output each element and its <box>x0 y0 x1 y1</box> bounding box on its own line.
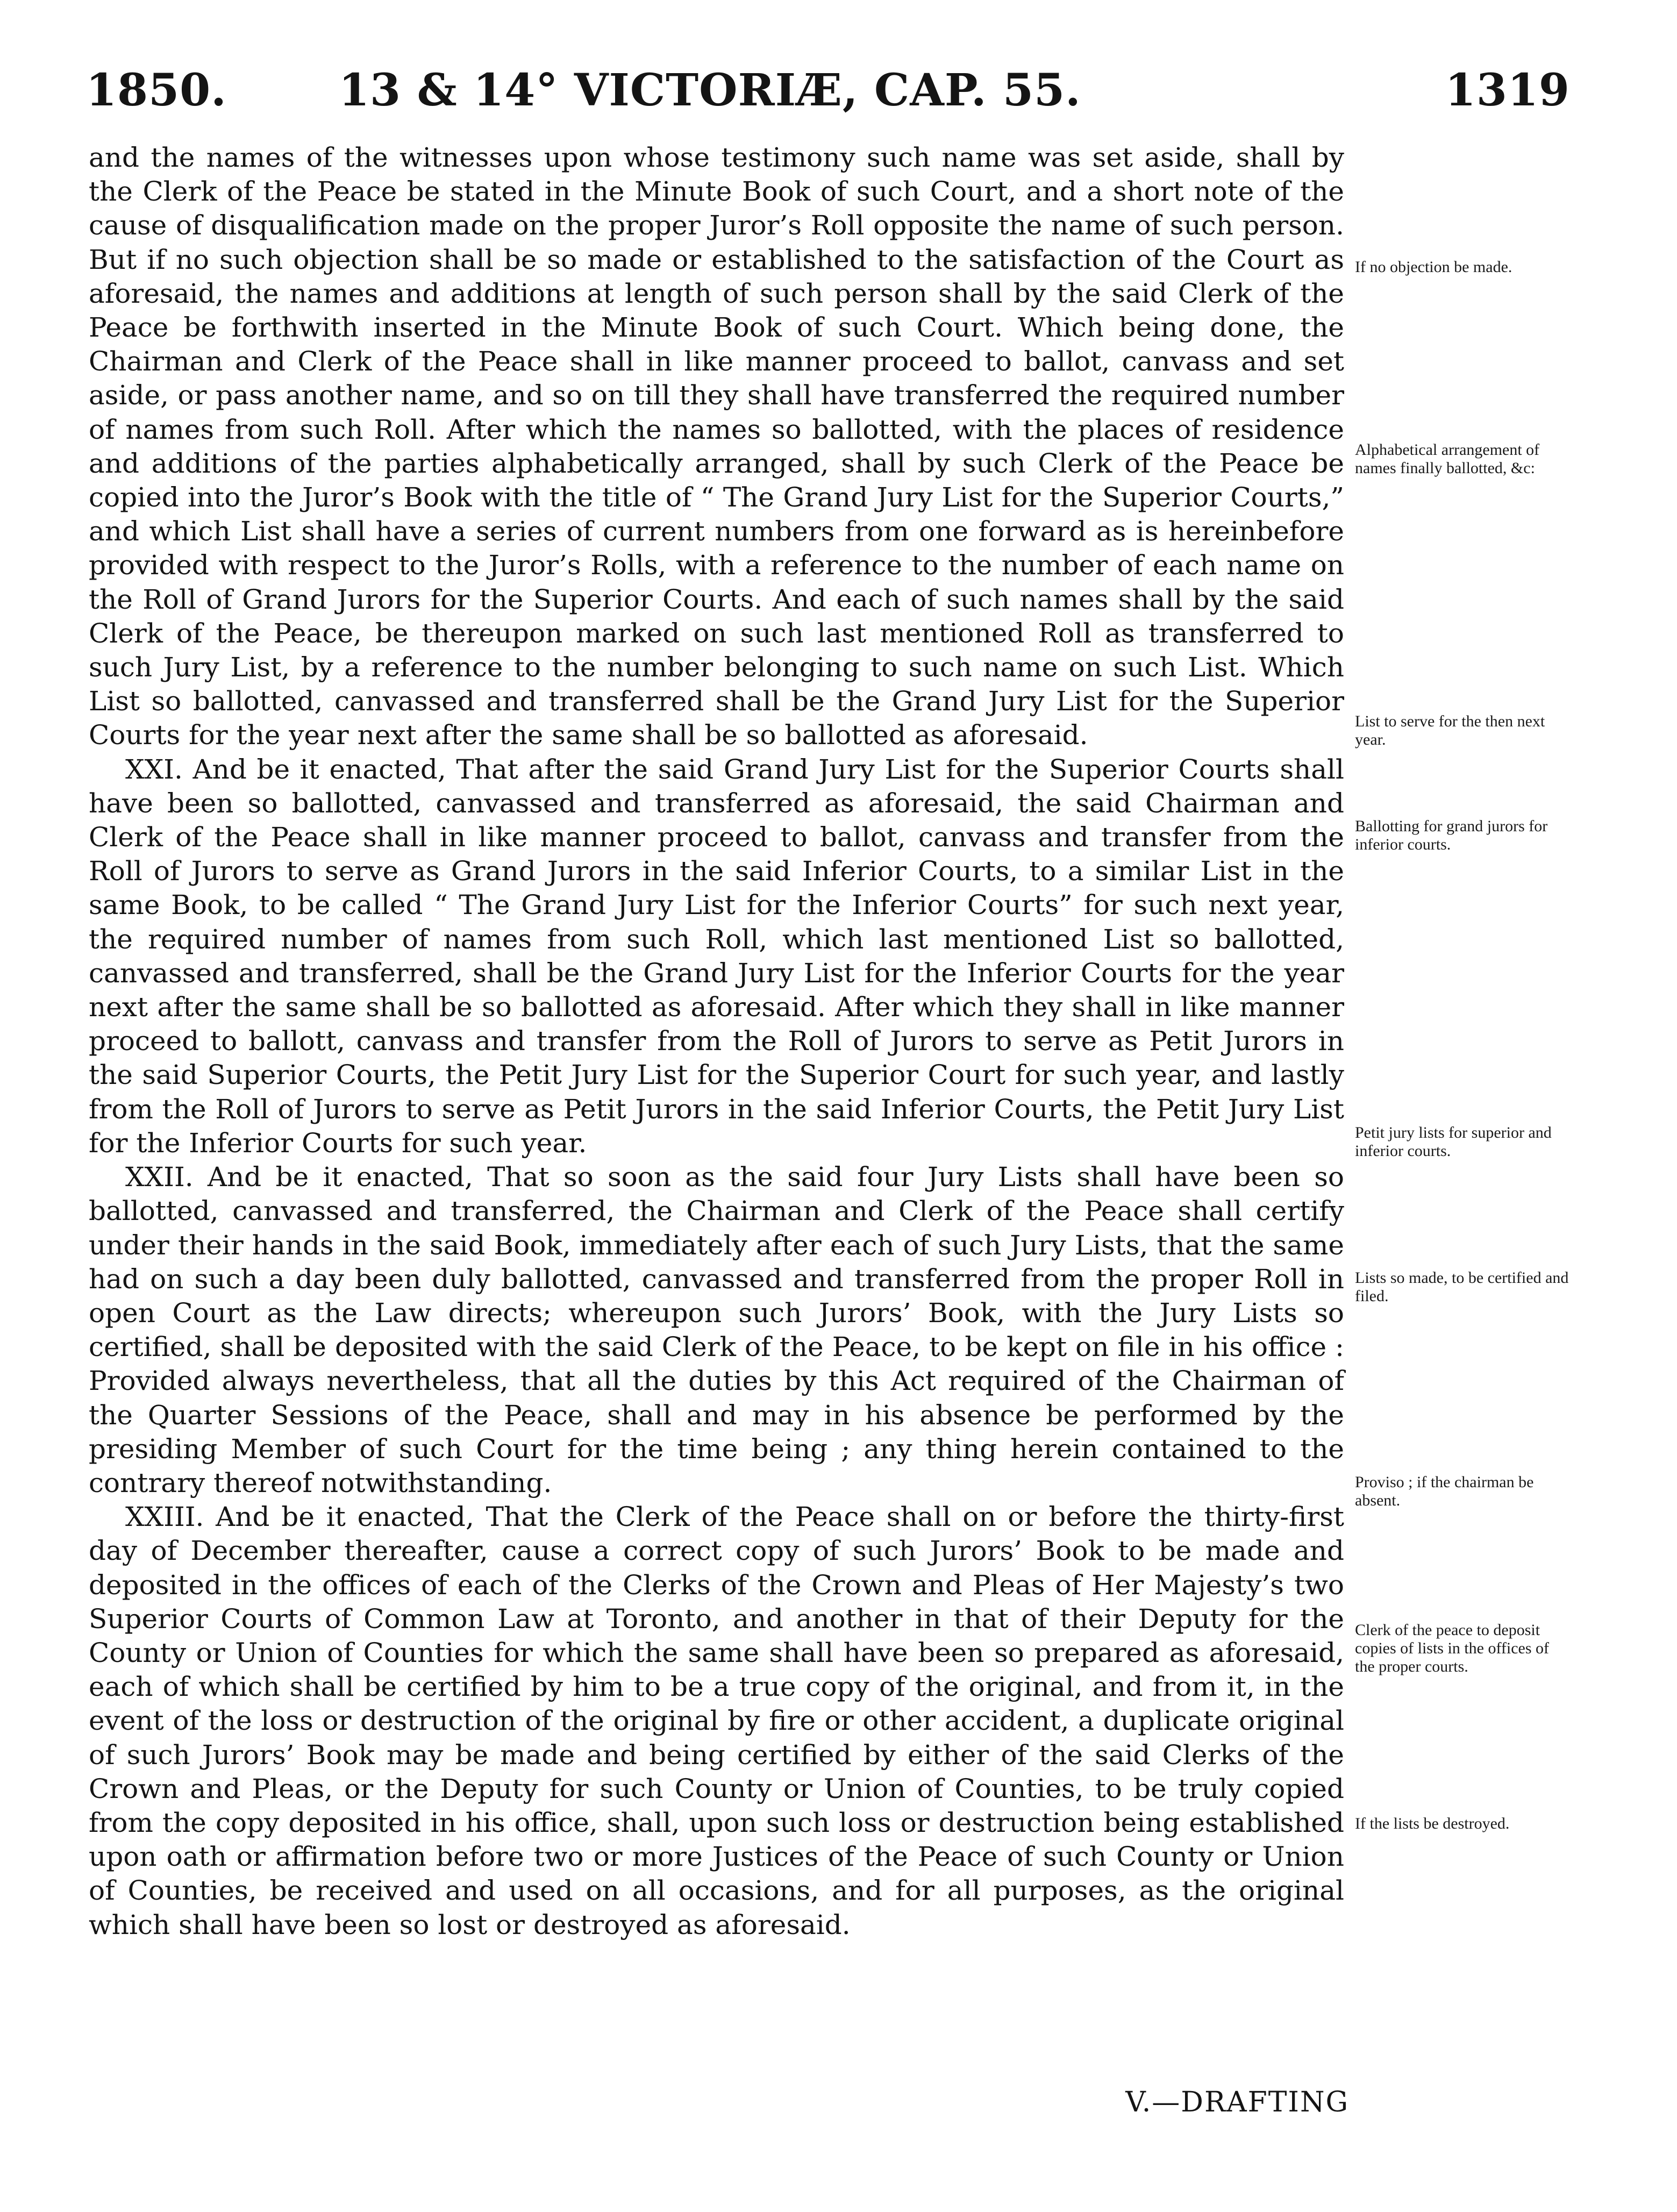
margin-note-certified-filed: Lists so made, to be certified and filed. <box>1355 1269 1569 1305</box>
catchword: V.—DRAFTING <box>1125 2086 1349 2118</box>
margin-note-lists-destroyed: If the lists be destroyed. <box>1355 1815 1510 1832</box>
section-xxi: XXI. And be it enacted, That after the said Grand Jury List for the Superior Courts shall have been so ballotted, canvassed and transferred as aforesaid, the said Chairman and Clerk of the Peace shall in like manner proceed to ballot, canvass and transfer from the Roll of Jurors to serve as Grand Jurors in the said Inferior Courts, to a similar List in the same Book, to be called “ The Grand Jury List for the Inferior Courts” for such next year, the required number of names from such Roll, which last mentioned List so ballotted, canvassed and transferred, shall be the Grand Jury List for the Inferior Courts for the year next after the same shall be so ballotted as aforesaid. After which they shall in like manner proceed to ballott, canvass and transfer from the Roll of Jurors to serve as Petit Jurors in the said Superior Courts, the Petit Jury List for the Superior Court for such year, and lastly from the Roll of Jurors to serve as Petit Jurors in the said Inferior Courts, the Petit Jury List for the Inferior Courts for such year. <box>89 753 1344 1159</box>
running-header <box>86 65 1570 124</box>
margin-note-ballotting-grand: Ballotting for grand jurors for inferior courts. <box>1355 817 1548 853</box>
margin-note-proviso: Proviso ; if the chairman be absent. <box>1355 1473 1534 1509</box>
margin-note-list-to-serve: List to serve for the then next year. <box>1355 712 1545 748</box>
margin-note-no-objection: If no objection be made. <box>1355 258 1512 276</box>
section-xxii: XXII. And be it enacted, That so soon as the said four Jury Lists shall have been so ballotted, canvassed and transferred, the Chairman and Clerk of the Peace shall certify under their hands in the said Book, immediately after each of such Jury Lists, that the same had on such a day been duly ballotted, canvassed and transferred from the proper Roll in open Court as the Law directs; whereupon such Jurors’ Book, with the Jury Lists so certified, shall be deposited with the said Clerk of the Peace, to be kept on file in his office : Provided always nevertheless, that all the duties by this Act required of the Chairman of the Quarter Sessions of the Peace, shall and may in his absence be performed by the presiding Member of such Court for the time being ; any thing herein contained to the contrary thereof notwithstanding. <box>89 1161 1344 1499</box>
header-title: 13 & 14° VICTORIÆ, CAP. 55. <box>339 65 1081 116</box>
margin-note-petit-jury: Petit jury lists for superior and inferior courts. <box>1355 1124 1552 1160</box>
page-number: 1319 <box>1445 65 1570 116</box>
statute-body <box>89 141 1344 1942</box>
paragraph-continued: and the names of the witnesses upon whose testimony such name was set aside, shall by the Clerk of the Peace be stated in the Minute Book of such Court, and a short note of the cause of disqualification made on the proper Juror’s Roll opposite the name of such person. But if no such objection shall be so made or established to the satisfaction of the Court as aforesaid, the names and additions at length of such person shall by the said Clerk of the Peace be forthwith inserted in the Minute Book of such Court. Which being done, the Chairman and Clerk of the Peace shall in like manner proceed to ballot, canvass and set aside, or pass another name, and so on till they shall have transferred the required number of names from such Roll. After which the names so ballotted, with the places of residence and additions of the parties alphabetically arranged, shall by such Clerk of the Peace be copied into the Juror’s Book with the title of “ The Grand Jury List for the Superior Courts,” and which List shall have a series of current numbers from one forward as is hereinbefore provided with respect to the Juror’s Rolls, with a reference to the number of each name on the Roll of Grand Jurors for the Superior Courts. And each of such names shall by the said Clerk of the Peace, be thereupon marked on such last mentioned Roll as transferred to such Jury List, by a reference to the number belonging to such name on such List. Which List so ballotted, canvassed and transferred shall be the Grand Jury List for the Superior Courts for the year next after the same shall be so ballotted as aforesaid. <box>89 142 1344 751</box>
section-xxiii: XXIII. And be it enacted, That the Clerk of the Peace shall on or before the thirty-first day of December thereafter, cause a correct copy of such Jurors’ Book to be made and deposited in the offices of each of the Clerks of the Crown and Pleas of Her Majesty’s two Superior Courts of Common Law at Toronto, and another in that of their Deputy for the County or Union of Counties for which the same shall have been so prepared as aforesaid, each of which shall be certified by him to be a true copy of the original, and from it, in the event of the loss or destruction of the original by fire or other accident, a duplicate original of such Jurors’ Book may be made and being certified by either of the said Clerks of the Crown and Pleas, or the Deputy for such County or Union of Counties, to be truly copied from the copy deposited in his office, shall, upon such loss or destruction being established upon oath or affirmation before two or more Justices of the Peace of such County or Union of Counties, be received and used on all occasions, and for all purposes, as the original which shall have been so lost or destroyed as aforesaid. <box>89 1501 1344 1940</box>
margin-note-clerk-deposit: Clerk of the peace to deposit copies of lists in the offices of the proper courts. <box>1355 1621 1550 1675</box>
header-year: 1850. <box>86 65 227 116</box>
margin-note-alphabetical: Alphabetical arrangement of names finally ballotted, &c: <box>1355 441 1540 477</box>
